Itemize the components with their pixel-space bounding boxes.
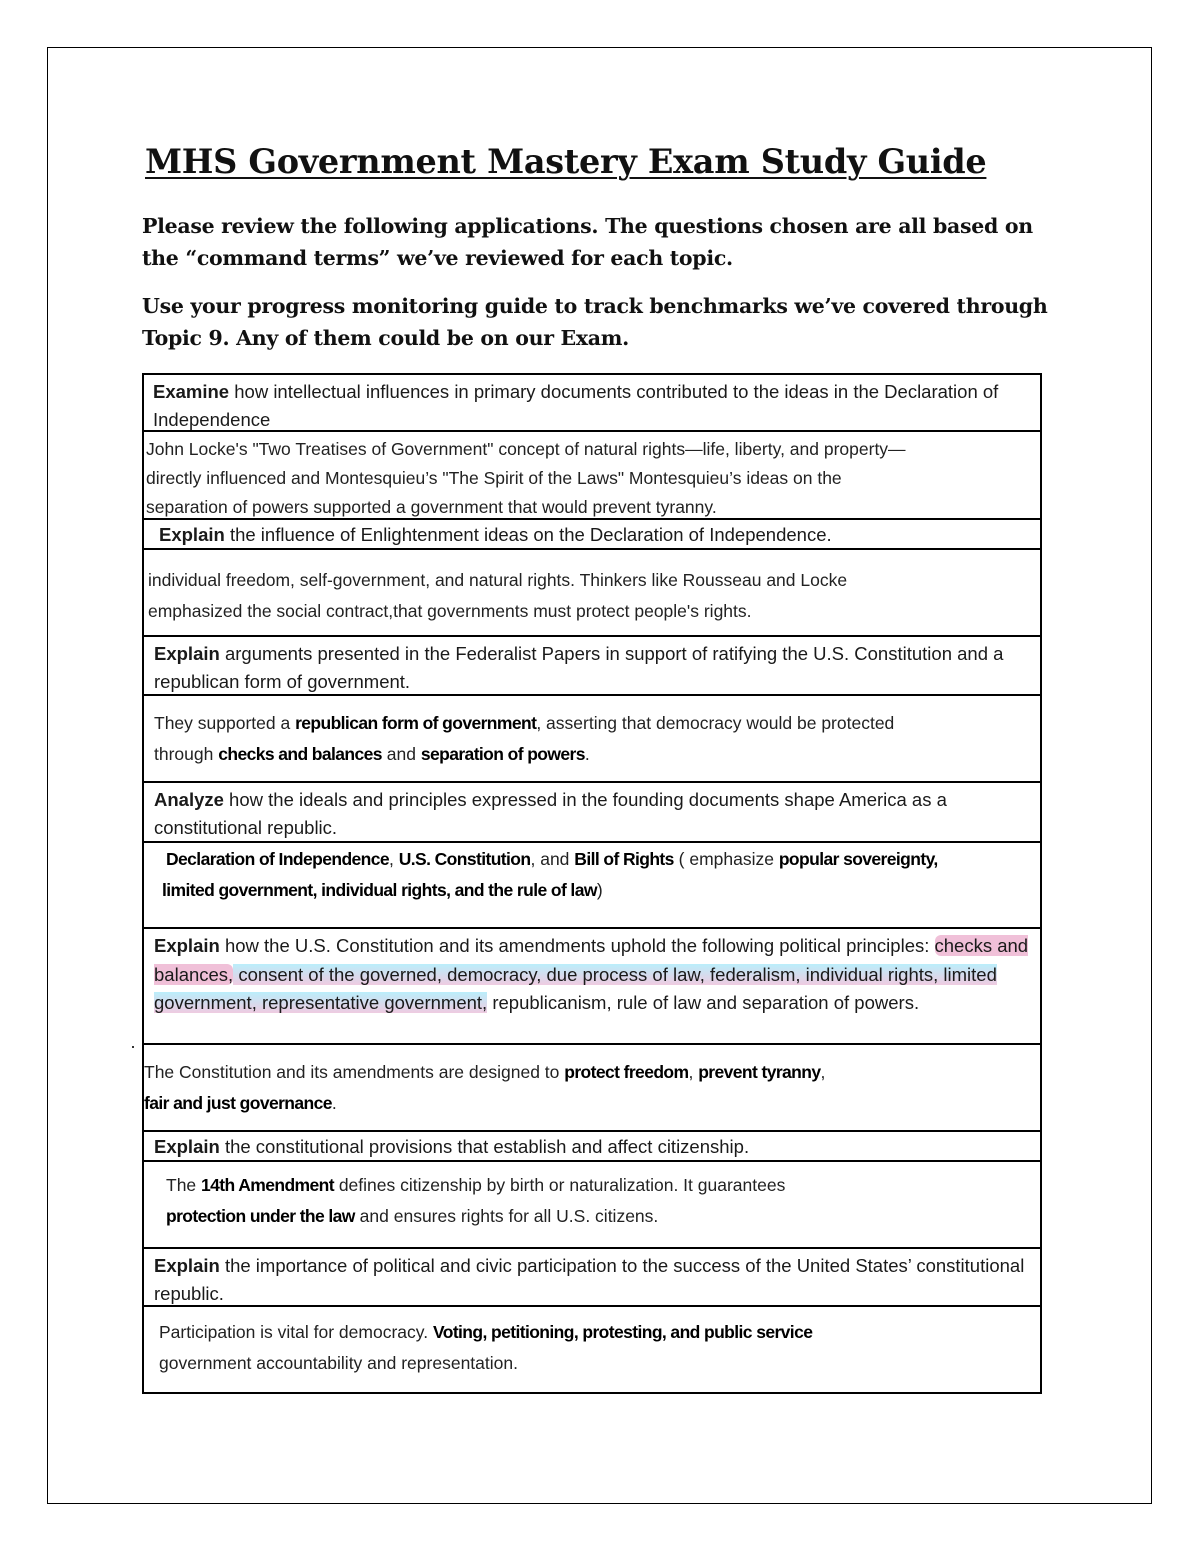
answer-span: defines citizenship by birth or naturalization. It guarantees [333,1175,786,1195]
answer-keyword: limited government, individual rights, and the rule of law [162,879,597,900]
answer-row-6 [142,1160,1042,1249]
question-body: how the U.S. Constitution and its amendments uphold the following political principles: [219,935,935,956]
question-body: arguments presented in the Federalist Papers in support of ratifying the U.S. Constitution and a republican form of government. [154,643,1004,692]
command-term: Explain [154,643,220,664]
answer-line [166,1170,1040,1201]
question-text [144,783,1040,842]
answer-keyword: republican form of government [295,713,537,733]
answer-text [144,550,1040,626]
question-text [144,520,1040,549]
answer-span: through [154,743,219,764]
answer-line [144,1057,1040,1088]
answer-span: and ensures rights for all U.S. citizens. [354,1205,659,1226]
question-body: republicanism, rule of law and separation of powers. [487,992,920,1013]
answer-span: , asserting that democracy would be protected [536,713,895,733]
answer-span: The [166,1175,202,1195]
question-row-6 [142,1130,1042,1162]
answer-keyword: popular sovereignty, [778,849,938,869]
answer-text [144,843,1040,905]
answer-span: ) [596,879,603,900]
question-row-4 [142,781,1042,843]
answer-row-5 [142,1043,1042,1132]
answer-line: directly influenced and Montesquieu’s "The Spirit of the Laws" Montesquieu’s ideas on the [146,468,842,488]
answer-line [166,844,1040,875]
question-row-2 [142,518,1042,550]
question-body: the influence of Enlightenment ideas on the Declaration of Independence. [224,524,832,545]
question-body: the constitutional provisions that establish and affect citizenship. [219,1136,750,1157]
answer-keyword: checks and balances [218,743,382,764]
question-text [144,375,1040,432]
answer-line [144,1088,1040,1119]
answer-line: government accountability and representation. [159,1352,518,1373]
question-row-5 [142,927,1042,1045]
intro-paragraph-2: Use your progress monitoring guide to track benchmarks we’ve covered through Topic 9. Any of them could be on our Exam. [142,294,1048,350]
question-row-3 [142,635,1042,696]
answer-span: They supported a [154,713,296,733]
answer-line: individual freedom, self-government, and natural rights. Thinkers like Rousseau and Locke [148,570,848,590]
answer-keyword: protect freedom [564,1062,689,1082]
answer-line [154,708,1040,739]
answer-keyword: fair and just governance [144,1092,332,1113]
highlighted-text: consent of the governed, democracy, due process of law, federalism, individual rights, limited government, representative government, [154,963,997,1013]
answer-keyword: Declaration of Independence [166,849,390,869]
question-text [144,637,1040,696]
answer-text [144,1307,1040,1378]
answer-line [159,1317,1040,1348]
answer-line [154,739,1040,770]
answer-text [144,1162,1040,1231]
answer-keyword: protection under the law [166,1205,355,1226]
answer-row-2 [142,548,1042,637]
answer-span: , and [530,849,575,869]
question-row-7 [142,1247,1042,1307]
answer-line [162,875,1040,906]
answer-line: separation of powers supported a government that would prevent tyranny. [146,497,717,517]
command-term: Analyze [154,789,224,810]
command-term: Examine [153,381,230,402]
answer-span: ( emphasize [673,849,779,869]
page-title: MHS Government Mastery Exam Study Guide [145,142,987,181]
command-term: Explain [159,524,225,545]
answer-text [144,432,1040,520]
command-term: Explain [154,1255,220,1276]
answer-keyword: Bill of Rights [574,849,674,869]
command-term: Explain [154,935,220,956]
answer-line [166,1201,1040,1232]
answer-keyword: U.S. Constitution [398,849,531,869]
answer-span: , [820,1062,826,1082]
answer-row-4 [142,841,1042,929]
answer-span: , [389,849,399,869]
answer-span: Participation is vital for democracy. [159,1322,433,1342]
answer-keyword: Voting, petitioning, protesting, and public service [432,1322,813,1342]
answer-row-3 [142,694,1042,783]
answer-line: emphasized the social contract,that governments must protect people's rights. [148,600,752,621]
answer-span: The Constitution and its amendments are designed to [144,1062,565,1082]
command-term: Explain [154,1136,220,1157]
question-body: how the ideals and principles expressed in the founding documents shape America as a constitutional republic. [154,789,947,838]
answer-text [144,696,1040,769]
answer-keyword: prevent tyranny [698,1062,821,1082]
question-text [144,1132,1040,1161]
answer-row-7 [142,1305,1042,1394]
answer-line: John Locke's "Two Treatises of Government" concept of natural rights—life, liberty, and property— [146,439,906,459]
intro-paragraph-1: Please review the following applications. The questions chosen are all based on the “command terms” we’ve reviewed for each topic. [142,214,1033,270]
answer-span: , [688,1062,699,1082]
answer-keyword: 14th Amendment [201,1175,334,1195]
question-text [144,929,1040,1018]
answer-row-1 [142,430,1042,520]
stray-mark [132,1046,134,1048]
answer-text [144,1045,1040,1118]
question-row-1 [142,373,1042,432]
question-body: the importance of political and civic participation to the success of the United States’ constitutional republic. [154,1255,1025,1304]
answer-span: and [381,743,421,764]
question-body: how intellectual influences in primary documents contributed to the ideas in the Declaration of Independence [153,381,999,430]
answer-span: . [584,743,590,764]
question-text [144,1249,1040,1307]
answer-keyword: separation of powers [420,743,585,764]
answer-span: . [331,1092,337,1113]
highlighted-text: checks and balances, [154,935,1029,985]
